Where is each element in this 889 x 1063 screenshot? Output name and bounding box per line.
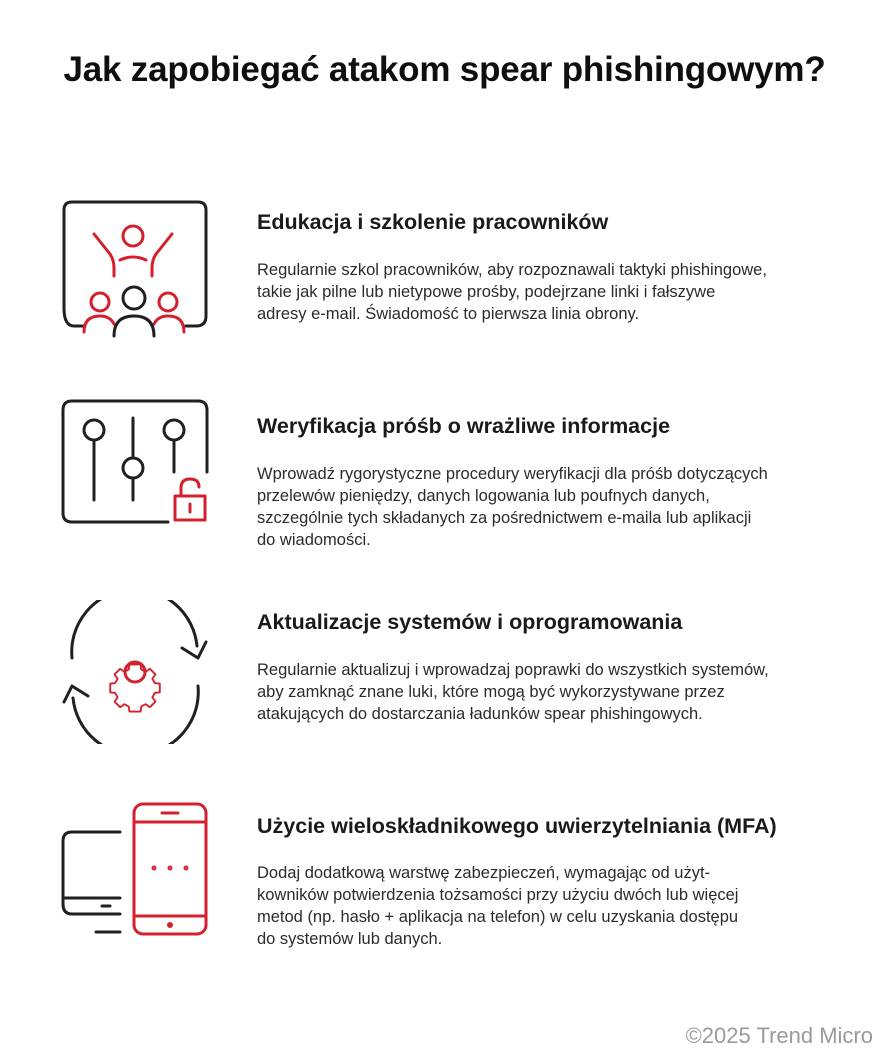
section-body	[257, 259, 847, 325]
gear-refresh-icon	[58, 600, 212, 744]
section-body	[257, 463, 847, 551]
body-line: atakujących do dostarczania ładunków spear phishingowych.	[257, 705, 703, 723]
computer-phone-icon	[58, 800, 212, 944]
body-line: takie jak pilne lub nietypowe prośby, podejrzane linki i fałszywe	[257, 283, 716, 301]
body-line: przelewów pieniędzy, danych logowania lub poufnych danych,	[257, 487, 710, 505]
body-line: Regularnie szkol pracowników, aby rozpoznawali taktyki phishingowe,	[257, 261, 767, 279]
body-line: do wiadomości.	[257, 531, 371, 549]
body-line: Dodaj dodatkową warstwę zabezpieczeń, wymagając od użyt-	[257, 864, 711, 882]
section-title: Weryfikacja próśb o wrażliwe informacje	[257, 414, 671, 438]
people-training-icon	[58, 198, 212, 342]
sliders-unlock-icon	[58, 396, 212, 540]
body-line: adresy e-mail. Świadomość to pierwsza linia obrony.	[257, 305, 640, 323]
section-title: Aktualizacje systemów i oprogramowania	[257, 610, 683, 634]
body-line: do systemów lub danych.	[257, 930, 443, 948]
copyright: ©2025 Trend Micro	[685, 1023, 873, 1048]
page-title: Jak zapobiegać atakom spear phishingowym?	[63, 50, 826, 89]
body-line: Wprowadź rygorystyczne procedury weryfikacji dla próśb dotyczących	[257, 465, 768, 483]
section-body	[257, 862, 847, 950]
body-line: aby zamknąć znane luki, które mogą być wykorzystywane przez	[257, 683, 725, 701]
body-line: Regularnie aktualizuj i wprowadzaj poprawki do wszystkich systemów,	[257, 661, 769, 679]
body-line: szczególnie tych składanych za pośrednictwem e-maila lub aplikacji	[257, 509, 752, 527]
section-title: Edukacja i szkolenie pracowników	[257, 210, 609, 234]
body-line: metod (np. hasło + aplikacja na telefon) w celu uzyskania dostępu	[257, 908, 739, 926]
section-body	[257, 659, 847, 725]
section-title: Użycie wieloskładnikowego uwierzytelniania (MFA)	[257, 814, 777, 838]
body-line: kowników potwierdzenia tożsamości przy użyciu dwóch lub więcej	[257, 886, 739, 904]
